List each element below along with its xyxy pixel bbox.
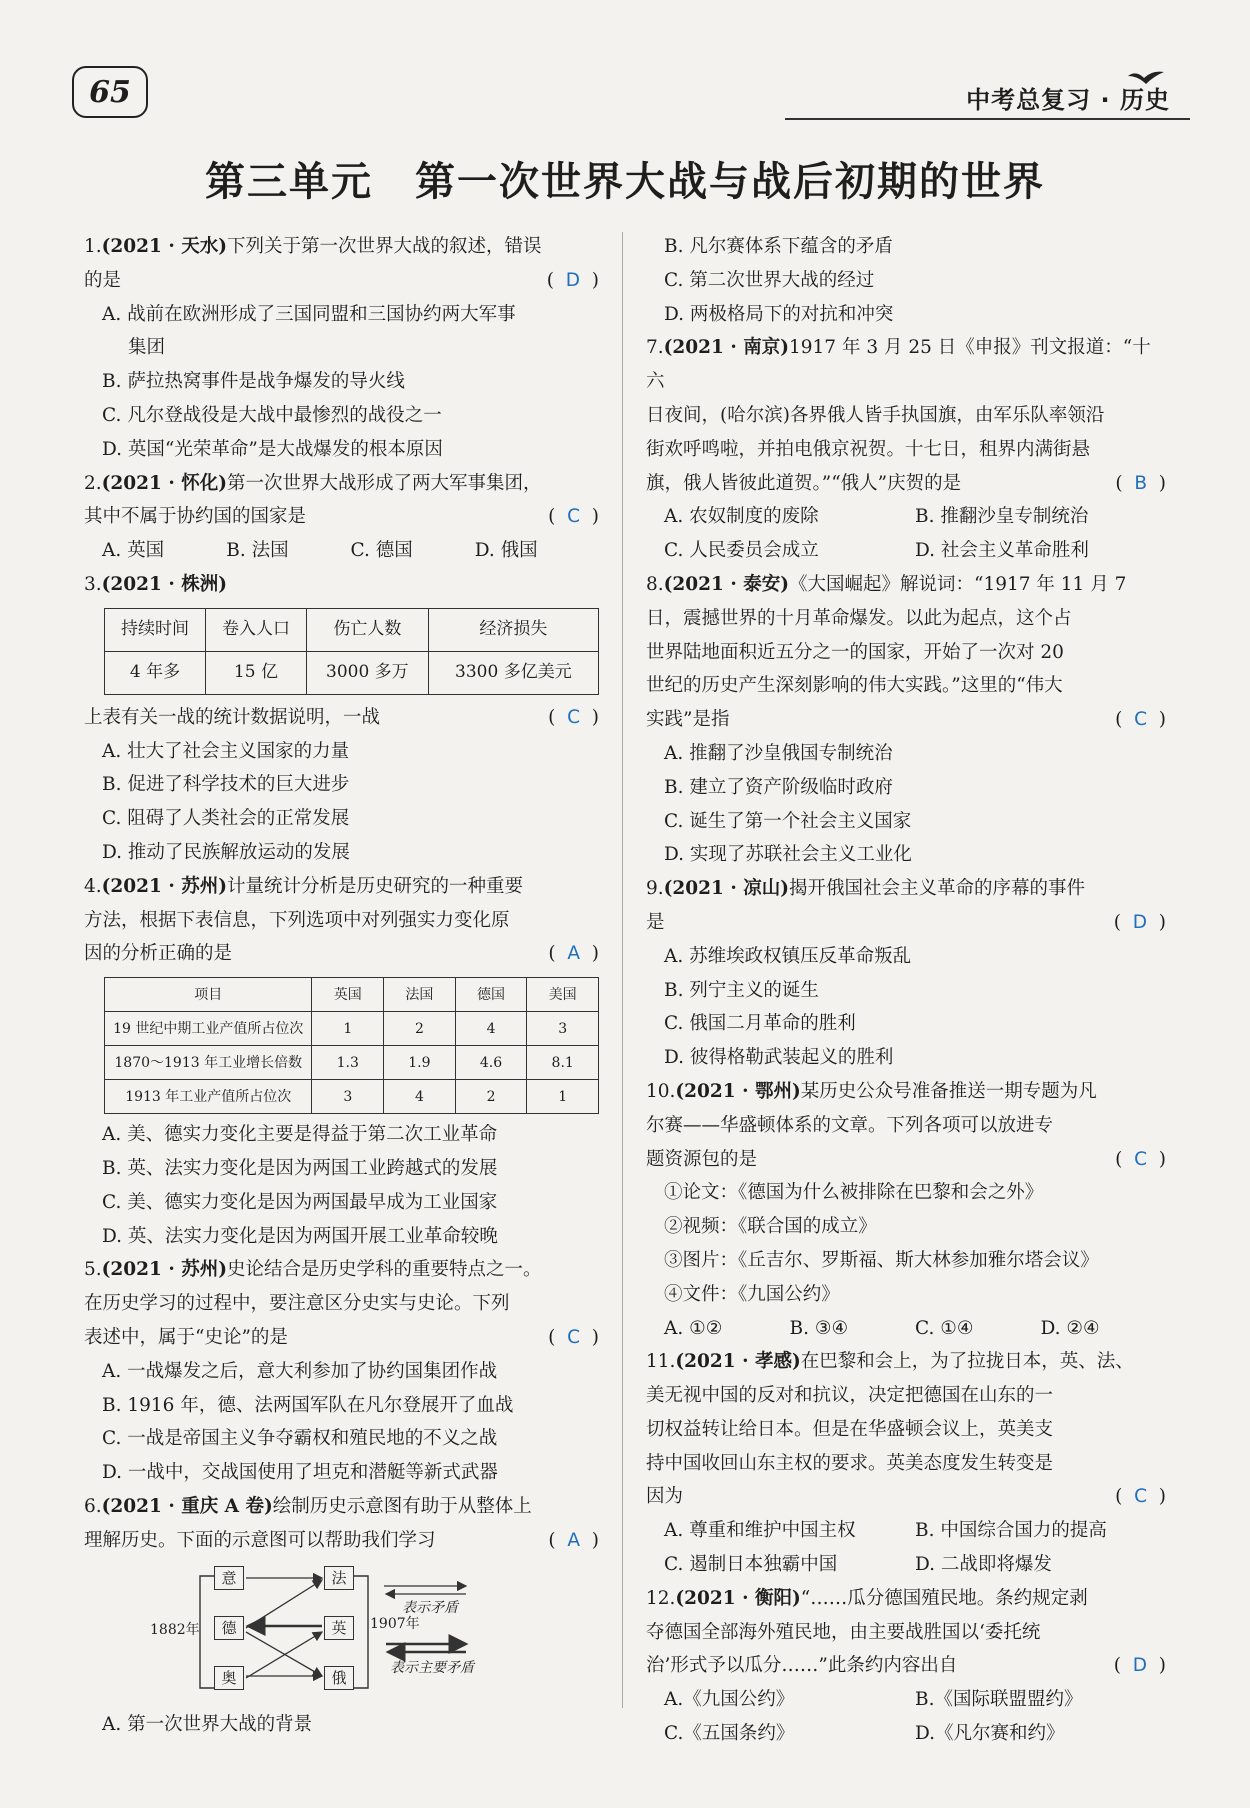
option-b: B. 中国综合国力的提高 (915, 1520, 1107, 1542)
question-number: 4. (84, 875, 102, 897)
question-stem: 街欢呼鸣啦，并拍电俄京祝贺。十七日，租界内满街悬 (646, 438, 1091, 460)
table-row (105, 1046, 599, 1080)
question-stem: 1917 年 3 月 25 日《申报》刊文报道：“十六 (646, 337, 1151, 393)
page-number: 65 (72, 66, 148, 118)
resource-item-4: ④文件：《九国公约》 (664, 1283, 840, 1305)
table-cell: 4 (455, 1012, 527, 1046)
question-stem: 《大国崛起》解说词：“1917 年 11 月 7 (788, 573, 1127, 595)
option-b: B.《国际联盟盟约》 (915, 1689, 1083, 1711)
option-b: B. 法国 (226, 540, 289, 562)
question-stem: 世界陆地面积近五分之一的国家，开始了一次对 20 (646, 641, 1064, 663)
question-stem: 美无视中国的反对和抗议，决定把德国在山东的一 (646, 1385, 1054, 1407)
option-c: C. 阻碍了人类社会的正常发展 (102, 808, 350, 830)
left-column (84, 230, 599, 1741)
table-cell: 4 (384, 1080, 456, 1114)
option-b: B. 建立了资产阶级临时政府 (664, 776, 893, 798)
q6-option-c: C. 第二次世界大战的经过 (664, 269, 875, 291)
table-cell: 3000 多万 (306, 651, 428, 694)
option-c: C. 遏制日本独霸中国 (664, 1554, 838, 1576)
option-b: B. 列宁主义的诞生 (664, 979, 819, 1001)
question-9: 9.(2021 · 凉山)揭开俄国社会主义革命的序幕的事件 是 ( D ) A. 苏维埃政权镇压反革命叛乱 B. 列宁主义的诞生 C. 俄国二月革命的胜利 D. 彼得格勒武装起义的胜利 (646, 872, 1166, 1075)
resource-item-3: ③图片：《丘吉尔、罗斯福、斯大林参加雅尔塔会议》 (664, 1249, 1099, 1271)
option-b: B. 英、法实力变化是因为两国工业跨越式的发展 (102, 1157, 498, 1179)
option-c: C. 美、德实力变化是因为两国最早成为工业国家 (102, 1191, 498, 1213)
question-number: 5. (84, 1259, 102, 1281)
question-stem: 绘制历史示意图有助于从整体上 (272, 1495, 532, 1517)
answer-mark: C (1134, 1486, 1148, 1508)
option-d: D. 二战即将爆发 (915, 1554, 1052, 1576)
industry-table (104, 977, 599, 1114)
question-number: 3. (84, 573, 102, 595)
question-source: (2021 · 衡阳) (675, 1587, 801, 1609)
option-d: D. 推动了民族解放运动的发展 (102, 841, 350, 863)
answer-mark: A (567, 943, 581, 965)
table-cell: 1 (312, 1012, 384, 1046)
option-d: D. 一战中，交战国使用了坦克和潜艇等新式武器 (102, 1462, 498, 1484)
column-divider (622, 232, 623, 1708)
answer-mark: C (1134, 1148, 1148, 1170)
question-stem: 表述中，属于“史论”的是 (84, 1326, 288, 1348)
question-1: 1.(2021 · 天水)下列关于第一次世界大战的叙述，错误 的是 ( D ) A. 战前在欧洲形成了三国同盟和三国协约两大军事 集团 B. 萨拉热窝事件是战争爆发的导火线 C. 凡尔登战役是大战中最惨烈的战役之一 D. 英国“光荣革命”是大战爆发的根本原因 (84, 230, 599, 467)
table-header: 德国 (455, 978, 527, 1012)
resource-item-1: ①论文：《德国为什么被排除在巴黎和会之外》 (664, 1182, 1044, 1204)
option-d: D. 实现了苏联社会主义工业化 (664, 844, 912, 866)
table-cell: 1 (527, 1080, 599, 1114)
question-number: 6. (84, 1495, 102, 1517)
table-header: 经济损失 (428, 608, 598, 651)
option-a: A. 第一次世界大战的背景 (102, 1713, 313, 1735)
option-c: C. 诞生了第一个社会主义国家 (664, 810, 912, 832)
options-row (84, 534, 599, 568)
table-cell: 1.9 (384, 1046, 456, 1080)
question-stem: 下列关于第一次世界大战的叙述，错误 (226, 236, 542, 257)
answer-mark: D (1132, 911, 1148, 933)
right-column (646, 230, 1166, 1751)
row-label: 1870～1913 年工业增长倍数 (105, 1046, 312, 1080)
alliance-diagram (104, 1558, 599, 1708)
box-italy: 意 (214, 1566, 244, 1590)
question-stem: 日，震撼世界的十月革命爆发。以此为起点，这个占 (646, 607, 1072, 629)
question-number: 7. (646, 337, 664, 359)
unit-title: 第三单元 第一次世界大战与战后初期的世界 (205, 159, 1045, 205)
question-source: (2021 · 泰安) (663, 573, 789, 595)
row-label: 19 世纪中期工业产值所占位次 (105, 1012, 312, 1046)
question-source: (2021 · 苏州) (101, 1259, 227, 1281)
table-header: 卷入人口 (205, 608, 306, 651)
box-britain: 英 (324, 1616, 354, 1640)
table-row (105, 1012, 599, 1046)
box-austria: 奥 (214, 1666, 244, 1690)
option-b: B. 萨拉热窝事件是战争爆发的导火线 (102, 371, 405, 393)
option-c: C. 德国 (350, 540, 413, 562)
question-stem: 持中国收回山东主权的要求。英美态度发生转变是 (646, 1452, 1054, 1474)
question-stem: 因的分析正确的是 (84, 943, 233, 965)
q6-option-b: B. 凡尔赛体系下蕴含的矛盾 (664, 236, 893, 257)
table-cell: 8.1 (527, 1046, 599, 1080)
legend-main-conflict: 表示主要矛盾 (390, 1659, 474, 1676)
statistics-table (104, 608, 599, 695)
question-number: 9. (646, 878, 664, 900)
question-stem: 方法，根据下表信息，下列选项中对列强实力变化原 (84, 909, 510, 931)
question-number: 2. (84, 472, 102, 494)
option-c: C.《五国条约》 (664, 1723, 795, 1745)
question-stem: “……瓜分德国殖民地。条约规定剥 (800, 1587, 1088, 1609)
options-row (646, 1312, 1166, 1346)
question-source: (2021 · 天水) (101, 236, 227, 257)
question-2: 2.(2021 · 怀化)第一次世界大战形成了两大军事集团， 其中不属于协约国的国家是 ( C ) A. 英国 B. 法国 C. 德国 D. 俄国 (84, 467, 599, 568)
question-number: 12. (646, 1587, 676, 1609)
question-stem: 切权益转让给日本。但是在华盛顿会议上，英美支 (646, 1418, 1054, 1440)
answer-mark: C (1134, 709, 1148, 731)
table-cell: 15 亿 (205, 651, 306, 694)
option-b: B. 1916 年，德、法两国军队在凡尔登展开了血战 (102, 1394, 514, 1416)
option-a: A. 英国 (102, 540, 165, 562)
question-stem: 旗，俄人皆彼此道贺。”“俄人”庆贺的是 (646, 472, 962, 494)
option-a: A. 一战爆发之后，意大利参加了协约国集团作战 (102, 1360, 498, 1382)
legend-conflict: 表示矛盾 (402, 1599, 458, 1616)
answer-mark: C (567, 1326, 581, 1348)
table-header: 伤亡人数 (306, 608, 428, 651)
option-d: D. ②④ (1040, 1317, 1100, 1339)
header-rule (785, 118, 1190, 120)
question-stem: 史论结合是历史学科的重要特点之一。 (226, 1259, 542, 1281)
question-source: (2021 · 鄂州) (675, 1080, 801, 1102)
question-stem: 理解历史。下面的示意图可以帮助我们学习 (84, 1529, 436, 1551)
table-row (105, 1080, 599, 1114)
question-number: 8. (646, 573, 664, 595)
option-d: D. 英、法实力变化是因为两国开展工业革命较晚 (102, 1225, 498, 1247)
option-c: C. 一战是帝国主义争夺霸权和殖民地的不义之战 (102, 1428, 498, 1450)
resource-item-2: ②视频：《联合国的成立》 (664, 1216, 877, 1238)
year-1882-label: 1882年 (150, 1621, 200, 1638)
answer-mark: C (567, 506, 581, 528)
option-c: C. 俄国二月革命的胜利 (664, 1013, 856, 1035)
question-7: 7.(2021 · 南京)1917 年 3 月 25 日《申报》刊文报道：“十六 日夜间，(哈尔滨)各界俄人皆手执国旗，由军乐队率领沿 街欢呼鸣啦，并拍电俄京祝贺。十七日，租界内满街悬 旗，俄人皆彼此道贺。”“俄人”庆贺的是 ( B ) A. 农奴制度的废除 B. 推翻沙皇专制统治 C. 人民委员会成立 D. 社会主义革命胜利 (646, 331, 1166, 568)
table-cell: 2 (384, 1012, 456, 1046)
question-stem: 在历史学习的过程中，要注意区分史实与史论。下列 (84, 1293, 510, 1315)
question-stem: 治’形式予以瓜分……”此条约内容出自 (646, 1655, 958, 1677)
question-number: 11. (646, 1351, 676, 1373)
table-header: 美国 (527, 978, 599, 1012)
question-source: (2021 · 南京) (663, 337, 789, 359)
question-stem: 因为 (646, 1486, 684, 1508)
question-stem: 其中不属于协约国的国家是 (84, 506, 307, 528)
option-a: A. 推翻了沙皇俄国专制统治 (664, 742, 893, 764)
table-cell: 3300 多亿美元 (428, 651, 598, 694)
question-10: 10.(2021 · 鄂州)某历史公众号准备推送一期专题为凡 尔赛——华盛顿体系的文章。下列各项可以放进专 题资源包的是 ( C ) ①论文：《德国为什么被排除在巴黎和会之外》 ②视频：《联合国的成立》 ③图片：《丘吉尔、罗斯福、斯大林参加雅尔塔会议》 ④文件：《九国公约》 A. ①② B. ③④ C. ①④ D. ②④ (646, 1075, 1166, 1345)
question-stem: 世纪的历史产生深刻影响的伟大实践。”这里的“伟大 (646, 675, 1063, 697)
question-stem: 某历史公众号准备推送一期专题为凡 (800, 1080, 1097, 1102)
year-1907-label: 1907年 (370, 1615, 420, 1632)
option-a-cont: 集团 (128, 337, 166, 359)
table-header: 法国 (384, 978, 456, 1012)
book-title: 中考总复习 · 历史 (966, 86, 1170, 114)
question-4: 4.(2021 · 苏州)计量统计分析是历史研究的一种重要 方法，根据下表信息，下列选项中对列强实力变化原 因的分析正确的是 ( A ) 项目 英国 法国 德国 美国 19 世纪中期工业产值所占位次 1 2 4 3 1870～1913 年工业增长倍数 1.3 1.9 4.6 8.1 1913 年工业产值所占位次 3 4 2 1 A. 美、德实力变化主要是得益于第二次工业革命 B. 英、法实力变化是因为两国工业跨越式的发展 C. 美、德实力变化是因为两国最早成为工业国家 D. 英、法实力变化是因为两国开展工业革命较晚 (84, 870, 599, 1254)
question-11: 11.(2021 · 孝感)在巴黎和会上，为了拉拢日本，英、法、 美无视中国的反对和抗议，决定把德国在山东的一 切权益转让给日本。但是在华盛顿会议上，英美支 持中国收回山东主权的要求。英美态度发生转变是 因为 ( C ) A. 尊重和维护中国主权 B. 中国综合国力的提高 C. 遏制日本独霸中国 D. 二战即将爆发 (646, 1345, 1166, 1582)
option-d: D. 社会主义革命胜利 (915, 540, 1089, 562)
question-number: 1. (84, 236, 102, 257)
option-a: A. ①② (664, 1317, 723, 1339)
question-stem: 在巴黎和会上，为了拉拢日本，英、法、 (800, 1351, 1134, 1373)
option-a: A. 尊重和维护中国主权 (664, 1520, 856, 1542)
question-source: (2021 · 孝感) (675, 1351, 801, 1373)
option-d: D. 彼得格勒武装起义的胜利 (664, 1047, 894, 1069)
options-grid (646, 500, 1166, 568)
box-france: 法 (324, 1566, 354, 1590)
option-c: C. ①④ (915, 1317, 974, 1339)
question-3: 3.(2021 · 株洲) 持续时间 卷入人口 伤亡人数 经济损失 4 年多 15 亿 3000 多万 3300 多亿美元 上表有关一战的统计数据说明，一战 ( C ) A. 壮大了社会主义国家的力量 B. 促进了科学技术的巨大进步 C. 阻碍了人类社会的正常发展 D. 推动了民族解放运动的发展 (84, 568, 599, 870)
answer-mark: D (565, 269, 581, 291)
question-8: 8.(2021 · 泰安)《大国崛起》解说词：“1917 年 11 月 7 日，震撼世界的十月革命爆发。以此为起点，这个占 世界陆地面积近五分之一的国家，开始了一次对 20 世纪的历史产生深刻影响的伟大实践。”这里的“伟大 实践”是指 ( C ) A. 推翻了沙皇俄国专制统治 B. 建立了资产阶级临时政府 C. 诞生了第一个社会主义国家 D. 实现了苏联社会主义工业化 (646, 568, 1166, 872)
answer-mark: A (567, 1529, 581, 1551)
option-c: C. 人民委员会成立 (664, 540, 819, 562)
question-stem: 计量统计分析是历史研究的一种重要 (226, 875, 523, 897)
table-cell: 2 (455, 1080, 527, 1114)
question-stem: 实践”是指 (646, 709, 730, 731)
table-cell: 4.6 (455, 1046, 527, 1080)
options-grid (646, 1514, 1166, 1582)
question-source: (2021 · 苏州) (101, 875, 227, 897)
table-cell: 4 年多 (105, 651, 206, 694)
question-stem: 的是 (84, 269, 122, 291)
option-b: B. ③④ (789, 1317, 849, 1339)
question-source: (2021 · 株洲) (101, 573, 227, 595)
option-d: D. 俄国 (474, 540, 538, 562)
answer-mark: D (1132, 1655, 1148, 1677)
table-header: 项目 (105, 978, 312, 1012)
question-6: 6.(2021 · 重庆 A 卷)绘制历史示意图有助于从整体上 理解历史。下面的示意图可以帮助我们学习 ( A ) 1882年 1907年 意 德 奥 法 英 俄 表示矛盾 表示主要矛盾 A. 第一次世界大战的背景 (84, 1490, 599, 1741)
question-stem: 夺德国全部海外殖民地，由主要战胜国以‘委托统 (646, 1621, 1041, 1643)
options-grid (646, 1683, 1166, 1751)
bird-icon (1126, 68, 1166, 90)
table-cell: 1.3 (312, 1046, 384, 1080)
box-russia: 俄 (324, 1666, 354, 1690)
table-cell: 3 (527, 1012, 599, 1046)
question-stem: 揭开俄国社会主义革命的序幕的事件 (788, 878, 1085, 900)
option-a: A. 美、德实力变化主要是得益于第二次工业革命 (102, 1124, 498, 1146)
question-number: 10. (646, 1080, 676, 1102)
option-a: A. 苏维埃政权镇压反革命叛乱 (664, 945, 912, 967)
option-b: B. 促进了科学技术的巨大进步 (102, 774, 350, 796)
question-source: (2021 · 凉山) (663, 878, 789, 900)
option-a: A. 壮大了社会主义国家的力量 (102, 740, 350, 762)
question-stem: 第一次世界大战形成了两大军事集团， (226, 472, 542, 494)
row-label: 1913 年工业产值所占位次 (105, 1080, 312, 1114)
option-c: C. 凡尔登战役是大战中最惨烈的战役之一 (102, 404, 442, 426)
table-header: 持续时间 (105, 608, 206, 651)
question-stem: 是 (646, 911, 665, 933)
answer-mark: C (567, 706, 581, 728)
table-header: 英国 (312, 978, 384, 1012)
question-stem: 上表有关一战的统计数据说明，一战 (84, 706, 381, 728)
option-a: A.《九国公约》 (664, 1689, 795, 1711)
question-stem: 尔赛——华盛顿体系的文章。下列各项可以放进专 (646, 1114, 1054, 1136)
question-stem: 日夜间，(哈尔滨)各界俄人皆手执国旗，由军乐队率领沿 (646, 404, 1105, 426)
question-source: (2021 · 怀化) (101, 472, 227, 494)
question-12: 12.(2021 · 衡阳)“……瓜分德国殖民地。条约规定剥 夺德国全部海外殖民地，由主要战胜国以‘委托统 治’形式予以瓜分……”此条约内容出自 ( D ) A.《九国公约》 B.《国际联盟盟约》 C.《五国条约》 D.《凡尔赛和约》 (646, 1582, 1166, 1751)
question-5: 5.(2021 · 苏州)史论结合是历史学科的重要特点之一。 在历史学习的过程中，要注意区分史实与史论。下列 表述中，属于“史论”的是 ( C ) A. 一战爆发之后，意大利参加了协约国集团作战 B. 1916 年，德、法两国军队在凡尔登展开了血战 C. 一战是帝国主义争夺霸权和殖民地的不义之战 D. 一战中，交战国使用了坦克和潜艇等新式武器 (84, 1253, 599, 1490)
option-a: A. 战前在欧洲形成了三国同盟和三国协约两大军事 (102, 303, 516, 325)
option-a: A. 农奴制度的废除 (664, 506, 819, 528)
answer-mark: B (1134, 472, 1148, 494)
q6-option-d: D. 两极格局下的对抗和冲突 (664, 303, 894, 325)
question-source: (2021 · 重庆 A 卷) (101, 1495, 273, 1517)
option-b: B. 推翻沙皇专制统治 (915, 506, 1089, 528)
table-cell: 3 (312, 1080, 384, 1114)
option-d: D. 英国“光荣革命”是大战爆发的根本原因 (102, 438, 443, 460)
option-d: D.《凡尔赛和约》 (915, 1723, 1065, 1745)
question-stem: 题资源包的是 (646, 1148, 758, 1170)
box-germany: 德 (214, 1616, 244, 1640)
